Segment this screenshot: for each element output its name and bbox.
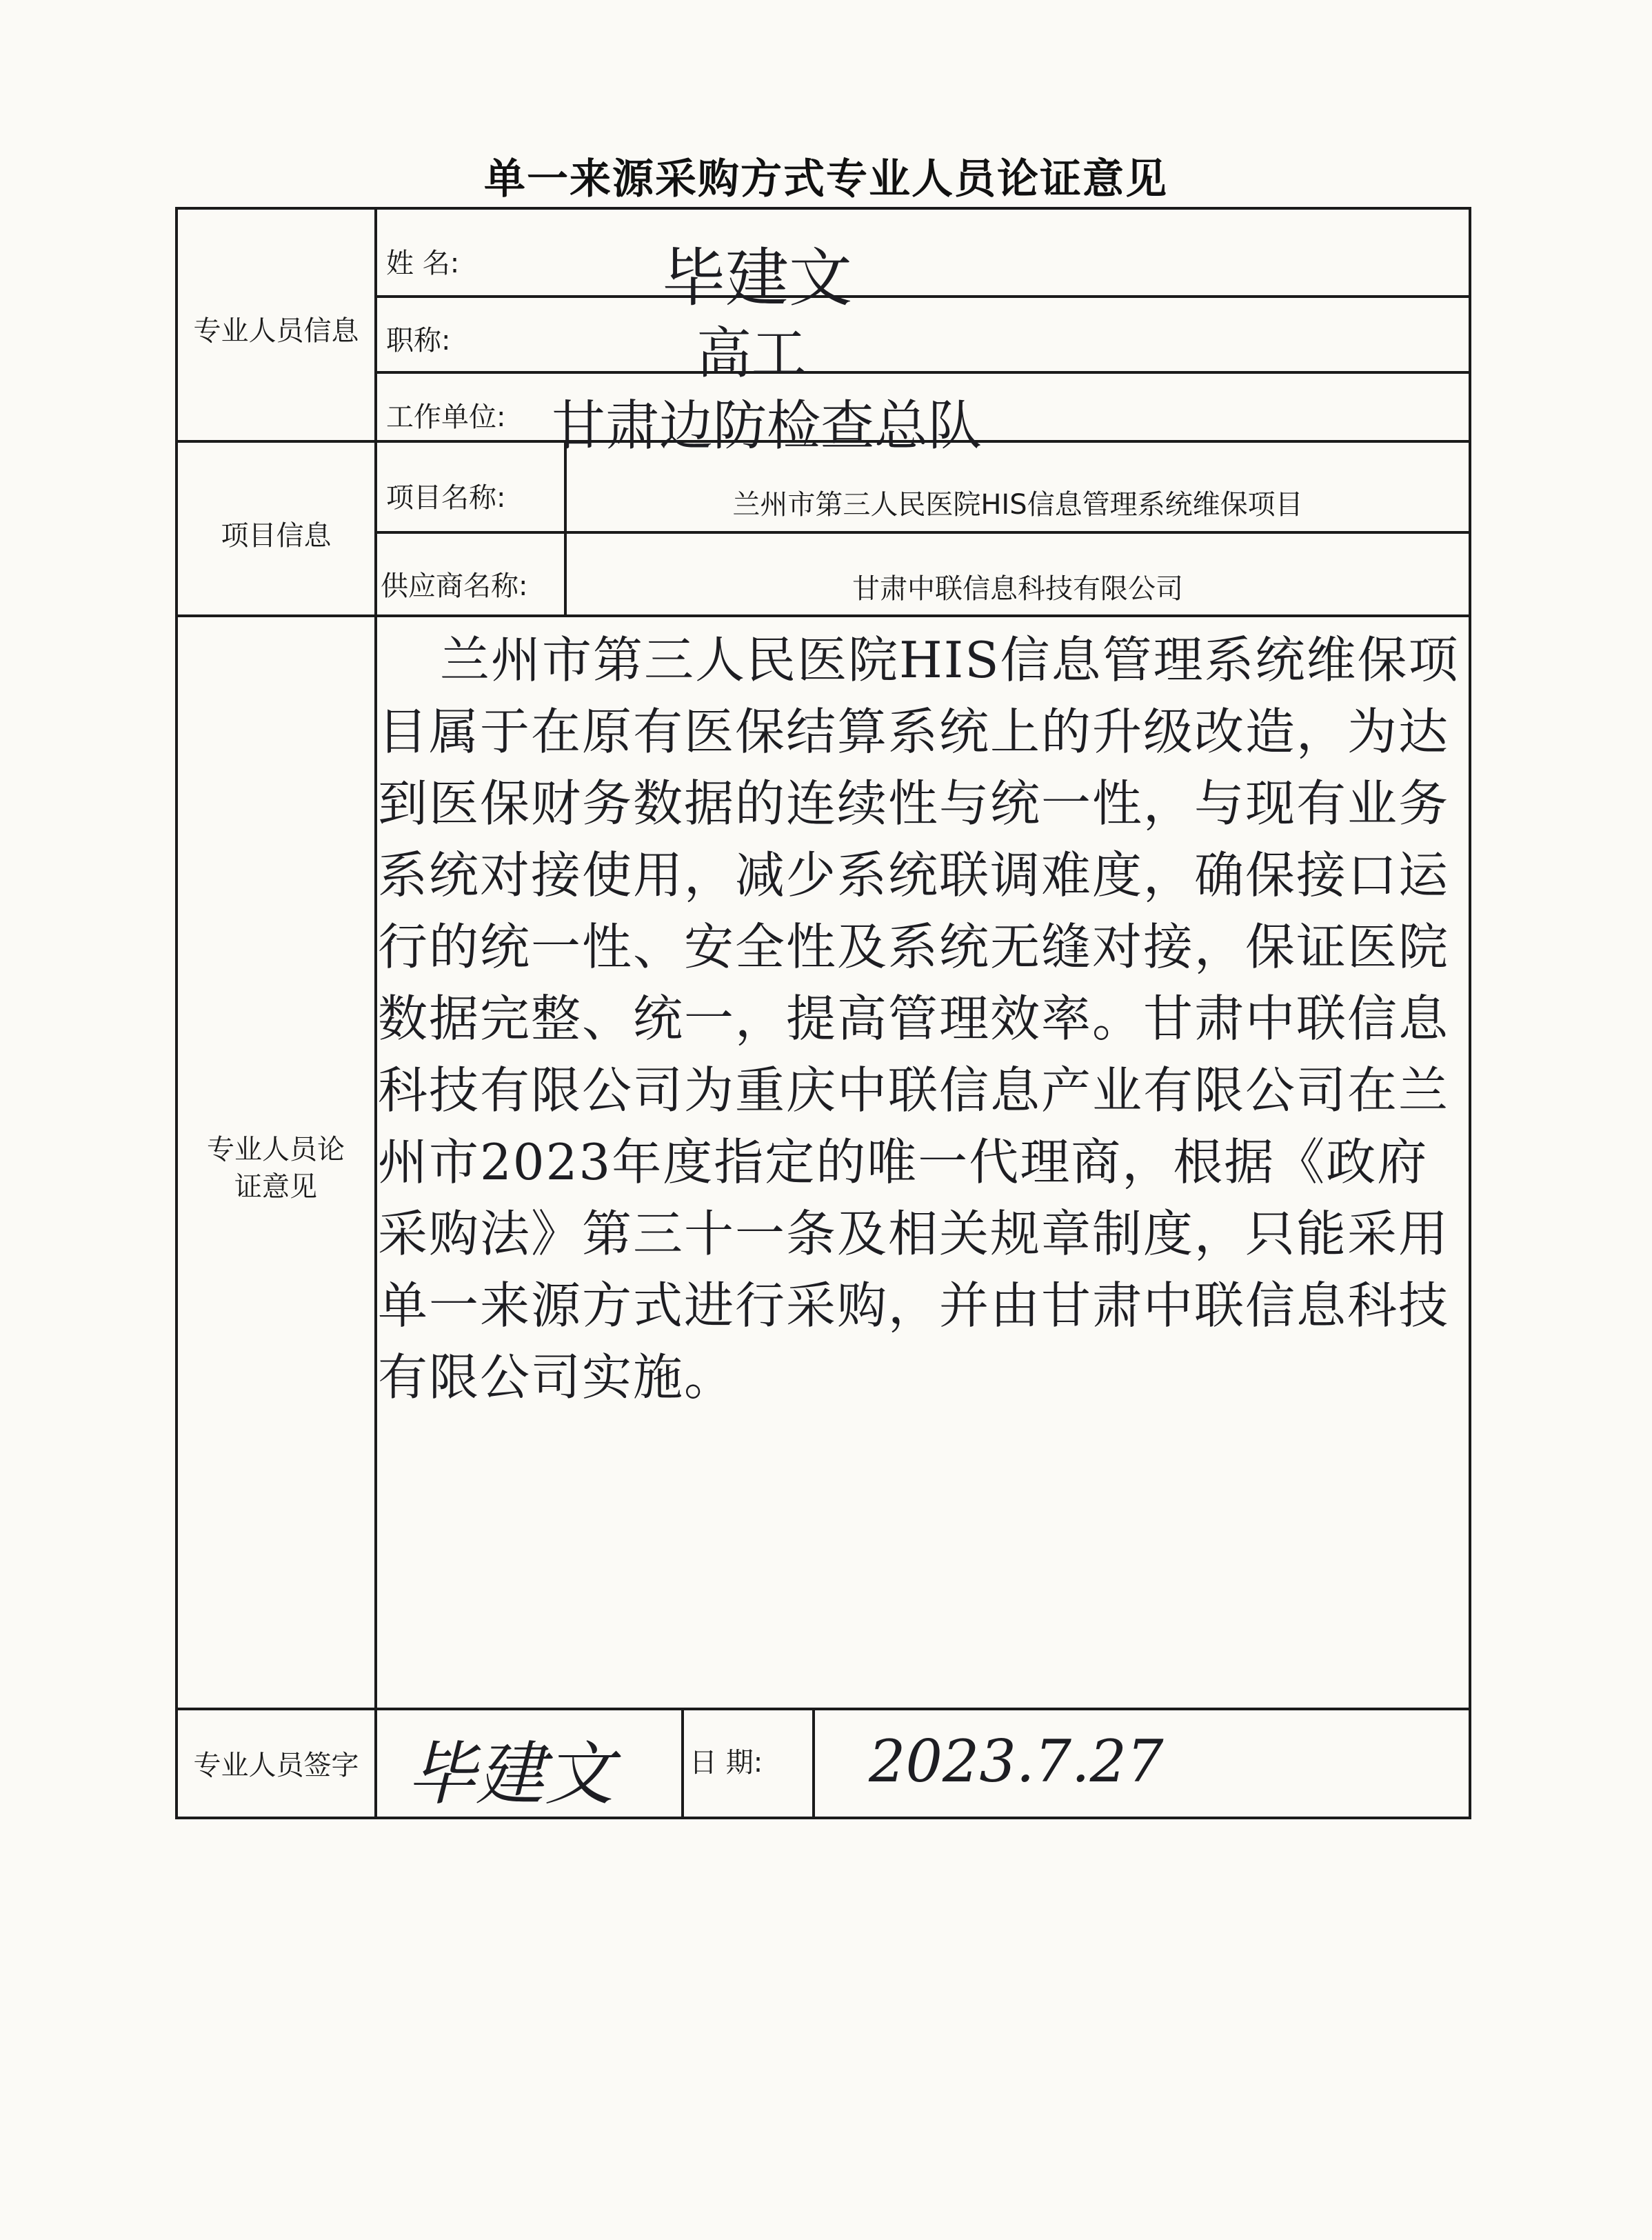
expert-info-section-label: 专业人员信息 xyxy=(193,315,359,347)
date-label: 日 期: xyxy=(689,1747,763,1779)
opinion-section-label: 专业人员论证意见 xyxy=(207,1134,345,1203)
opinion-text: 兰州市第三人民医院HIS信息管理系统维保项目属于在原有医保结算系统上的升级改造，为达到医保财务数据的连续性与统一性，与现有业务系统对接使用，减少系统联调难度，确保接口运行的统一性、安全性及系统无缝对接，保证医院数据完整、统一，提高管理效率。甘肃中联信息科技有限公司为重庆中联信息产业有限公司在兰州市2023年度指定的唯一代理商，根据《政府采购法》第三十一条及相关规章制度，只能采用单一来源方式进行采购，并由甘肃中联信息科技有限公司实施。 xyxy=(378,631,1460,1406)
employer-label: 工作单位: xyxy=(386,401,506,433)
project-name-label: 项目名称: xyxy=(386,482,506,514)
page-title: 单一来源采购方式专业人员论证意见 xyxy=(484,155,1168,203)
name-label: 姓 名: xyxy=(386,248,460,279)
handwritten-signature: 毕建文 xyxy=(407,1734,614,1814)
project-info-section-label: 项目信息 xyxy=(221,520,332,552)
date-value: 2023.7.27 xyxy=(869,1728,1164,1795)
supplier-value: 甘肃中联信息科技有限公司 xyxy=(852,573,1183,605)
name-value: 毕建文 xyxy=(662,241,853,315)
title-label: 职称: xyxy=(386,325,451,357)
supplier-label: 供应商名称: xyxy=(381,570,528,602)
project-name-value: 兰州市第三人民医院HIS信息管理系统维保项目 xyxy=(732,489,1303,521)
employer-value: 甘肃边防检查总队 xyxy=(552,395,983,457)
signature-label: 专业人员签字 xyxy=(193,1750,359,1781)
title-value: 高工 xyxy=(696,321,807,386)
